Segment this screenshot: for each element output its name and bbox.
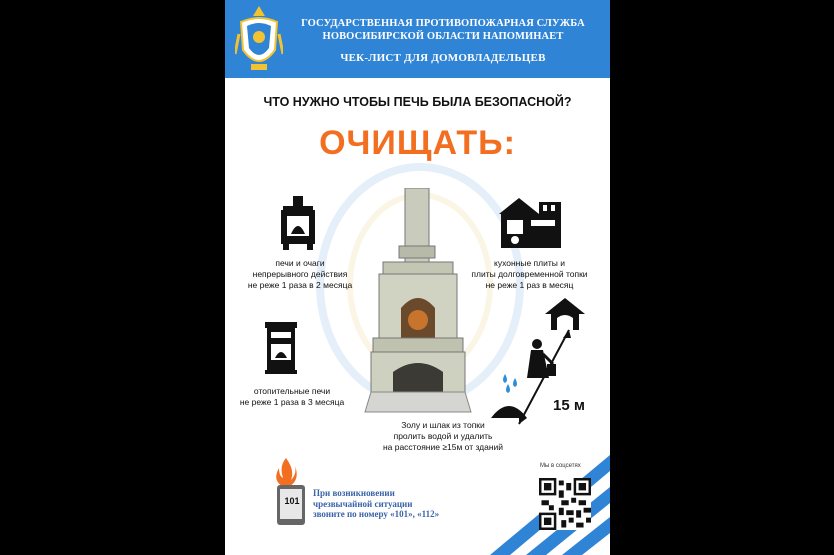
header-service-name: ГОСУДАРСТВЕННАЯ ПРОТИВОПОЖАРНАЯ СЛУЖБА bbox=[301, 18, 585, 29]
poster bbox=[225, 0, 610, 555]
hotline-text bbox=[313, 488, 503, 520]
tiled-stove-illustration bbox=[363, 188, 473, 416]
fireplace-icon bbox=[277, 196, 319, 250]
house-icon bbox=[543, 296, 587, 332]
caption-line: на расстояние ≥15м от зданий bbox=[382, 442, 504, 452]
caption-line: не реже 1 раз в месяц bbox=[485, 280, 574, 290]
caption-continuous bbox=[235, 258, 365, 291]
page-question: ЧТО НУЖНО ЧТОБЫ ПЕЧЬ БЫЛА БЕЗОПАСНОЙ? bbox=[263, 95, 572, 109]
caption-line: не реже 1 раза в 3 месяца bbox=[239, 397, 345, 407]
phone-icon bbox=[273, 463, 309, 525]
caption-line: кухонные плиты и bbox=[494, 258, 565, 268]
caption-line: Золу и шлак из топки bbox=[401, 420, 485, 430]
caption-line: плиты долговременной топки bbox=[471, 269, 588, 279]
header-checklist-title: ЧЕК-ЛИСТ ДЛЯ ДОМОВЛАДЕЛЬЦЕВ bbox=[340, 52, 546, 64]
page-title: ОЧИЩАТЬ: bbox=[319, 124, 516, 162]
kitchen-stove-icon bbox=[495, 194, 565, 252]
phone-number-label: 101 bbox=[284, 496, 300, 506]
emblem-icon bbox=[235, 4, 283, 76]
caption-line: печи и очаги bbox=[275, 258, 325, 268]
hotline-line: чрезвычайной ситуации bbox=[313, 498, 413, 509]
hotline-line: При возникновении bbox=[313, 488, 395, 498]
caption-heating bbox=[227, 386, 357, 408]
qr-code-icon[interactable] bbox=[539, 478, 591, 530]
ash-pile-icon bbox=[489, 398, 529, 420]
water-drops-icon bbox=[499, 372, 523, 396]
heating-stove-icon bbox=[261, 322, 301, 374]
distance-label: 15 м bbox=[553, 397, 585, 414]
caption-kitchen bbox=[457, 258, 602, 291]
caption-line: пролить водой и удалить bbox=[393, 431, 493, 441]
caption-line: не реже 1 раза в 2 месяца bbox=[247, 280, 353, 290]
hotline-line: звоните по номеру «101», «112» bbox=[313, 509, 440, 519]
social-label: Мы в соцсетях bbox=[540, 463, 581, 469]
header-region: НОВОСИБИРСКОЙ ОБЛАСТИ НАПОМИНАЕТ bbox=[322, 31, 564, 42]
caption-line: отопительные печи bbox=[253, 386, 331, 396]
header-banner bbox=[225, 0, 610, 78]
caption-line: непрерывного действия bbox=[252, 269, 348, 279]
